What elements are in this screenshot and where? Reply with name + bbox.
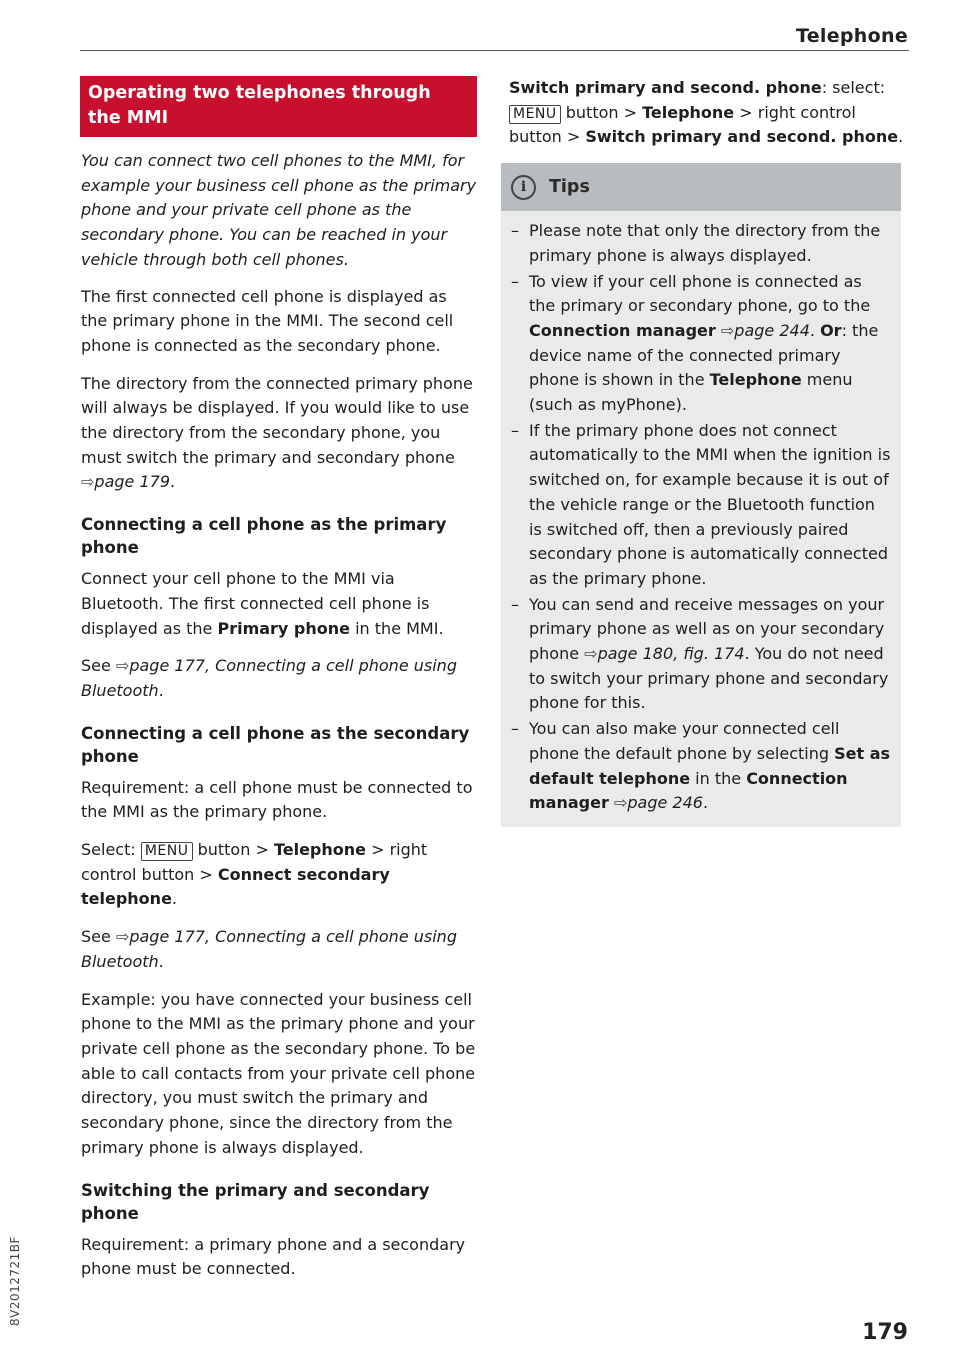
subheading: Switching the primary and secondary phone bbox=[81, 1180, 430, 1223]
arrow-icon: ⇨ bbox=[81, 472, 95, 492]
page-reference-link[interactable]: page 179 bbox=[94, 472, 170, 492]
section-banner: Operating two telephones through the MMI bbox=[80, 76, 477, 137]
page-reference-link[interactable]: page 246 bbox=[627, 793, 703, 813]
list-item: – To view if your cell phone is connected as the primary or secondary phone, go to the Connection manager ⇨page 244. Or: the device name of the connected primary phone is shown in the Telephone menu (such as myPhone). bbox=[511, 270, 891, 418]
arrow-icon: ⇨ bbox=[715, 320, 735, 340]
paragraph: The directory from the connected primary phone will always be displayed. If you would like to use the directory from the secondary phone, you must switch the primary and secondary phone ⇨page 179. bbox=[81, 373, 473, 492]
paragraph: See ⇨page 177, Connecting a cell phone using Bluetooth. bbox=[81, 656, 457, 700]
paragraph: Example: you have connected your business cell phone to the MMI as the primary phone and your private cell phone as the secondary phone. To be able to call contacts from your private cell phone directory, you must switch the primary and secondary phone, since the directory from the primary phone is always displayed. bbox=[81, 989, 476, 1157]
list-item: – If the primary phone does not connect automatically to the MMI when the ignition is switched on, for example because it is out of the vehicle range or the Bluetooth function is switched off, then a previously paired secondary phone is automatically connected as the primary phone. bbox=[511, 419, 891, 592]
paragraph: Requirement: a cell phone must be connected to the MMI as the primary phone. bbox=[81, 777, 473, 822]
paragraph: The first connected cell phone is displayed as the primary phone in the MMI. The second cell phone is connected as the secondary phone. bbox=[81, 286, 454, 355]
page-reference-link[interactable]: page 177, Connecting a cell phone using Bluetooth bbox=[81, 656, 457, 700]
arrow-icon: ⇨ bbox=[115, 927, 130, 947]
menu-key: MENU bbox=[141, 842, 193, 861]
tips-header bbox=[501, 163, 901, 211]
paragraph: Select: MENU button > Telephone > right control button > Connect secondary telephone. bbox=[81, 840, 428, 909]
list-item: – You can send and receive messages on your primary phone as well as on your secondary phone ⇨page 180, fig. 174. You do not need to switch your primary phone and secondary phone for this. bbox=[511, 593, 891, 717]
left-column bbox=[81, 76, 477, 1295]
arrow-icon: ⇨ bbox=[115, 656, 130, 676]
page-number: 179 bbox=[862, 1320, 908, 1345]
info-icon: i bbox=[511, 175, 536, 200]
list-item: – Please note that only the directory from the primary phone is always displayed. bbox=[511, 219, 891, 268]
page-reference-link[interactable]: page 177, Connecting a cell phone using Bluetooth bbox=[81, 927, 457, 971]
paragraph: Switch primary and second. phone: select: MENU button > Telephone > right control button > Switch primary and second. phone. bbox=[509, 78, 904, 147]
page-reference-link[interactable]: page 244 bbox=[734, 320, 810, 340]
page-reference-link[interactable]: page 180, fig. 174 bbox=[597, 644, 745, 664]
arrow-icon: ⇨ bbox=[608, 793, 628, 813]
paragraph: Connect your cell phone to the MMI via Bluetooth. The first connected cell phone is displayed as the Primary phone in the MMI. bbox=[81, 569, 444, 638]
header-rule bbox=[80, 50, 909, 51]
tips-box bbox=[501, 163, 901, 827]
section-title: Telephone bbox=[795, 25, 908, 47]
tips-list bbox=[501, 211, 901, 816]
arrow-icon: ⇨ bbox=[584, 644, 598, 664]
document-code: 8V2012721BF bbox=[8, 1236, 22, 1326]
menu-key: MENU bbox=[509, 105, 561, 124]
list-item: – You can also make your connected cell phone the default phone by selecting Set as default telephone in the Connection manager ⇨page 246. bbox=[511, 717, 891, 816]
tips-title: Tips bbox=[549, 176, 590, 197]
subheading: Connecting a cell phone as the primary phone bbox=[81, 515, 447, 558]
intro-paragraph: You can connect two cell phones to the MMI, for example your business cell phone as the primary phone and your private cell phone as the secondary phone. You can be reached in your vehicle through both cell phones. bbox=[81, 151, 477, 269]
paragraph: See ⇨page 177, Connecting a cell phone using Bluetooth. bbox=[81, 927, 457, 971]
paragraph: Requirement: a primary phone and a secondary phone must be connected. bbox=[81, 1234, 466, 1279]
subheading: Connecting a cell phone as the secondary phone bbox=[81, 723, 470, 766]
right-column bbox=[509, 76, 909, 827]
